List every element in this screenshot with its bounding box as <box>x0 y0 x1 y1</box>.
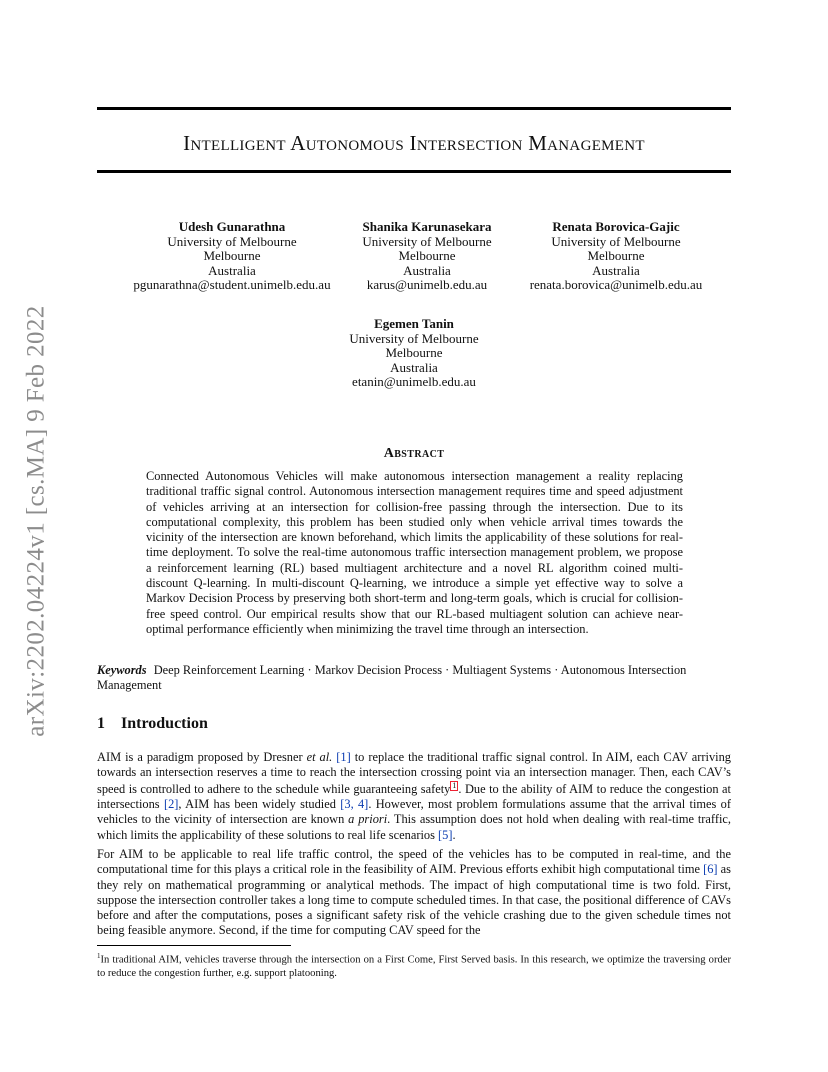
text-span: to replace the traditional traffic signal control. In AIM, each CAV arriving towards an intersection reserves a time to reach the intersection crossing point via an intersection manager. Then, each CAV’s speed is controlled to adhere to the schedule while guaranteeing safety <box>97 750 731 796</box>
text-span: . Due to the ability of AIM to reduce the congestion at intersections <box>97 781 731 812</box>
intro-paragraph-2 <box>97 847 731 939</box>
author-city: Melbourne <box>398 248 456 264</box>
author-email[interactable]: etanin@unimelb.edu.au <box>352 374 476 390</box>
citation-link[interactable]: [6] <box>703 862 718 877</box>
footnote-text: In traditional AIM, vehicles traverse through the intersection on a First Come, First Served basis. In this research, we optimize the traversing order to reduce the congestion further, e.g. support platooning. <box>97 954 731 979</box>
author-name: Renata Borovica-Gajic <box>552 219 680 234</box>
author-affiliation: University of Melbourne <box>349 330 479 346</box>
abstract-text: Connected Autonomous Vehicles will make autonomous intersection management a reality replacing traditional traffic signal control. Autonomous intersection management requires time and speed adjustment of vehicles arriving at an intersection for collision-free passing through the intersection. Due to its computational complexity, this problem has been studied only when vehicle arrival times towards the vicinity of the intersection are known beforehand, which limits the applicability of these solutions for real-time deployment. To solve the real-time autonomous traffic intersection management problem, we propose a reinforcement learning (RL) based multiagent architecture and a novel RL algorithm coined multi-discount Q-learning. In multi-discount Q-learning, we introduce a simple yet effective way to solve a Markov Decision Process by preserving both short-term and long-term goals, which is crucial for collision-free speed control. Our empirical results show that our RL-based multiagent solution can achieve near-optimal performance efficiently when minimizing the travel time through an intersection. <box>146 469 683 636</box>
keywords <box>97 663 731 693</box>
section-title: Introduction <box>121 715 208 732</box>
text-span: For AIM to be applicable to real life traffic control, the speed of the vehicles has to be computed in real-time, and the computational time for this plays a critical role in the feasibility of AIM. Previous efforts exhibit high computational time <box>97 847 731 877</box>
text-span: . This assumption does not hold when dealing with real-time traffic, which limits the applicability of these solutions to real life scenarios <box>97 812 731 842</box>
arxiv-stamp-text: arXiv:2202.04224v1 [cs.MA] 9 Feb 2022 <box>23 304 50 737</box>
section-heading <box>97 715 208 733</box>
author-country: Australia <box>390 359 438 375</box>
author-email[interactable]: karus@unimelb.edu.au <box>366 277 488 293</box>
author-country: Australia <box>208 262 256 278</box>
section-number: 1 <box>97 715 105 732</box>
text-span: , AIM has been widely studied <box>178 797 341 812</box>
author-affiliation: University of Melbourne <box>167 233 297 249</box>
author-city: Melbourne <box>203 248 261 264</box>
citation-link[interactable]: [3, 4] <box>340 797 369 812</box>
author-block-3 <box>506 220 726 293</box>
author-affiliation: University of Melbourne <box>551 233 681 249</box>
title-rule-bottom <box>97 170 731 173</box>
citation-link[interactable]: [2] <box>163 797 179 812</box>
text-span: a priori <box>348 812 388 827</box>
footnote-link[interactable]: 1 <box>452 780 457 790</box>
title-rule-top <box>97 107 731 110</box>
author-email[interactable]: renata.borovica@unimelb.edu.au <box>529 277 703 293</box>
text-span: . However, most problem formulations assume that the arrival times of vehicles to the vicinity of intersection are known <box>97 797 731 827</box>
intro-paragraph-1 <box>97 750 731 843</box>
author-affiliation: University of Melbourne <box>362 233 492 249</box>
text-span: . <box>452 827 456 842</box>
author-city: Melbourne <box>385 345 443 361</box>
footnote-rule <box>97 945 291 946</box>
footnote <box>97 950 731 980</box>
citation-link[interactable]: [1] <box>336 750 351 764</box>
author-country: Australia <box>403 262 451 278</box>
author-name: Egemen Tanin <box>374 316 454 331</box>
text-span: et al. <box>306 750 333 764</box>
keywords-list: Deep Reinforcement Learning · Markov Decision Process · Multiagent Systems · Autonomous Intersection Management <box>97 663 687 693</box>
footnote-mark: 1 <box>97 952 101 960</box>
author-email[interactable]: pgunarathna@student.unimelb.edu.au <box>133 277 331 293</box>
text-span: AIM is a paradigm proposed by Dresner <box>97 750 307 764</box>
author-name: Udesh Gunarathna <box>178 219 286 234</box>
abstract-heading: Abstract <box>383 446 445 461</box>
paper-title: Intelligent Autonomous Intersection Management <box>183 131 645 155</box>
author-country: Australia <box>592 262 640 278</box>
author-city: Melbourne <box>587 248 645 264</box>
text-span: as they rely on mathematical programming or analytical methods. The impact of high computational time is two fold. First, suppose the intersection controller takes a long time to compute scheduled times. In that case, the positional difference of CAVs before and after the computations, poses a significant safety risk of the vehicle crashing due to the given schedule times not being feasible anymore. Second, if the time for computing CAV speed for the <box>97 862 732 938</box>
arxiv-identifier <box>17 288 57 753</box>
author-block-2 <box>327 220 527 293</box>
author-name: Shanika Karunasekara <box>362 219 492 234</box>
author-block-4 <box>314 317 514 390</box>
citation-link[interactable]: [5] <box>438 827 453 842</box>
keywords-label: Keywords <box>97 663 147 677</box>
